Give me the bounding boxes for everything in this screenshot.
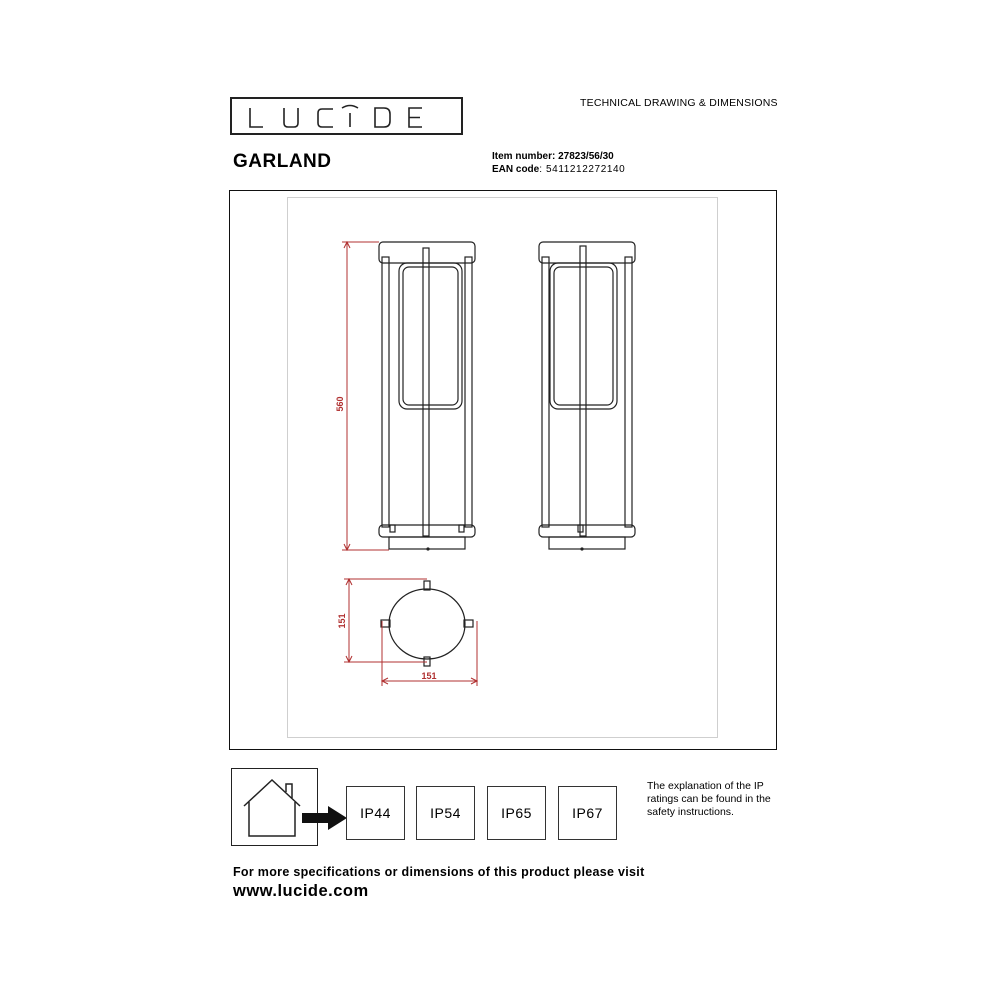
ip67-box: IP67 [558,786,617,840]
brand-logo [230,97,463,135]
ip44-box: IP44 [346,786,405,840]
lamp-top-view [381,581,473,666]
item-number-label: Item number: [492,151,556,162]
ean-code-label: EAN code [492,164,540,175]
ip54-box: IP54 [416,786,475,840]
website-link[interactable]: www.lucide.com [233,882,369,900]
product-name: GARLAND [233,151,332,172]
document-title: TECHNICAL DRAWING & DIMENSIONS [580,97,778,109]
technical-drawing-frame [229,190,777,750]
technical-drawing [230,191,778,751]
lamp-side-view [539,242,635,549]
ip65-box: IP65 [487,786,546,840]
ean-code-line [492,164,625,175]
arrow-icon [302,804,348,832]
dimension-height-label: 560 [335,396,345,412]
item-number-line [492,151,614,162]
footer-text: For more specifications or dimensions of this product please visit [233,865,645,879]
logo-lettering [232,99,465,137]
dimension-depth-label: 151 [337,613,347,629]
dimension-width-label: 151 [421,671,437,681]
lamp-front-view [379,242,475,549]
ip-explanation-note: The explanation of the IP ratings can be found in the safety instructions. [647,780,771,818]
item-number-value: 27823/56/30 [558,151,614,162]
ean-code-value: : 5411212272140 [539,164,626,175]
